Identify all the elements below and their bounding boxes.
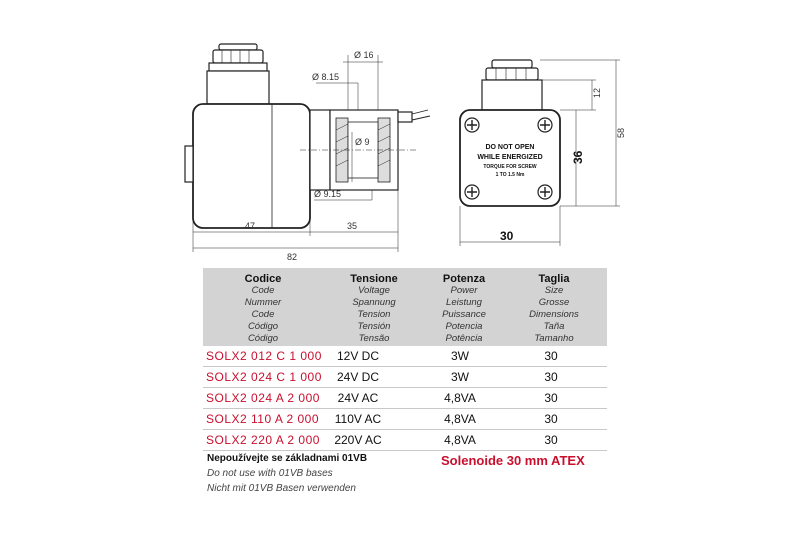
cell-voltage: 220V AC (334, 433, 382, 447)
header-tr: Spannung (352, 297, 396, 308)
header-code (203, 273, 323, 345)
table-row (203, 409, 607, 430)
cell-voltage: 24V DC (336, 370, 380, 384)
header-tr: Código (247, 321, 279, 332)
header-tr: Voltage (358, 285, 390, 296)
note-czech: Nepoužívejte se základnami 01VB (207, 453, 368, 464)
dim-35: 35 (347, 221, 358, 231)
plate-line1: DO NOT OPEN (485, 144, 535, 151)
header-tr: Tamanho (534, 333, 574, 344)
dim-36: 36 (571, 150, 585, 164)
table-row (203, 430, 607, 451)
cell-size: 30 (544, 433, 558, 447)
cell-voltage: 110V AC (334, 412, 382, 426)
cell-code: SOLX2 024 C 1 000 (206, 370, 322, 384)
cell-power: 3W (451, 370, 469, 384)
note-english: Do not use with 01VB bases (207, 468, 333, 479)
dim-d16: Ø 16 (354, 50, 374, 60)
dim-47: 47 (245, 221, 256, 231)
header-tr: Potencia (445, 321, 483, 332)
header-tr: Taña (543, 321, 565, 332)
header-tr: Size (544, 285, 564, 296)
plate-line3: TORQUE FOR SCREW (483, 164, 537, 170)
note-german: Nicht mit 01VB Basen verwenden (207, 483, 356, 494)
header-tr: Puissance (442, 309, 486, 320)
cell-code: SOLX2 110 A 2 000 (206, 412, 320, 426)
product-title: Solenoide 30 mm ATEX (441, 453, 585, 468)
cell-size: 30 (544, 349, 558, 363)
dim-d9: Ø 9 (355, 137, 370, 147)
header-main: Taglia (538, 273, 570, 285)
header-main: Potenza (442, 273, 486, 285)
cell-code: SOLX2 012 C 1 000 (206, 349, 322, 363)
dim-58: 58 (616, 127, 626, 138)
table-row (203, 346, 607, 367)
header-tr: Code (251, 309, 275, 320)
header-tr: Leistung (446, 297, 482, 308)
cell-power: 4,8VA (444, 391, 476, 405)
side-view (185, 44, 430, 252)
cell-size: 30 (544, 370, 558, 384)
header-tr: Power (450, 285, 478, 296)
dim-d815: Ø 8.15 (312, 72, 340, 82)
header-tr: Código (247, 333, 279, 344)
header-main: Tensione (350, 273, 398, 285)
header-tr: Code (251, 285, 275, 296)
header-tr: Nummer (244, 297, 282, 308)
cell-size: 30 (544, 391, 558, 405)
header-size (509, 273, 599, 345)
plate-line2: WHILE ENERGIZED (477, 154, 543, 161)
table-row (203, 388, 607, 409)
cell-power: 4,8VA (444, 412, 476, 426)
header-tr: Grosse (538, 297, 570, 308)
dim-d915: Ø 9.15 (314, 189, 342, 199)
header-power (419, 273, 509, 345)
header-tr: Dimensions (529, 309, 579, 320)
table-header (203, 268, 607, 346)
technical-drawing (0, 0, 800, 268)
header-main: Codice (244, 273, 282, 285)
header-tr: Potência (445, 333, 483, 344)
header-tr: Tensão (358, 333, 390, 344)
header-voltage (329, 273, 419, 345)
dim-12: 12 (592, 87, 602, 98)
plate-line4: 1 TO 1.5 Nm (495, 172, 525, 178)
cell-size: 30 (544, 412, 558, 426)
cell-voltage: 24V AC (337, 391, 379, 405)
front-view (460, 60, 620, 246)
dim-82: 82 (287, 252, 298, 262)
header-tr: Tensión (357, 321, 391, 332)
header-tr: Tension (357, 309, 391, 320)
dim-30: 30 (500, 229, 514, 243)
cell-power: 4,8VA (444, 433, 476, 447)
cell-voltage: 12V DC (336, 349, 380, 363)
cell-code: SOLX2 024 A 2 000 (206, 391, 320, 405)
cell-code: SOLX2 220 A 2 000 (206, 433, 320, 447)
spec-table (203, 268, 607, 451)
table-row (203, 367, 607, 388)
cell-power: 3W (451, 349, 469, 363)
